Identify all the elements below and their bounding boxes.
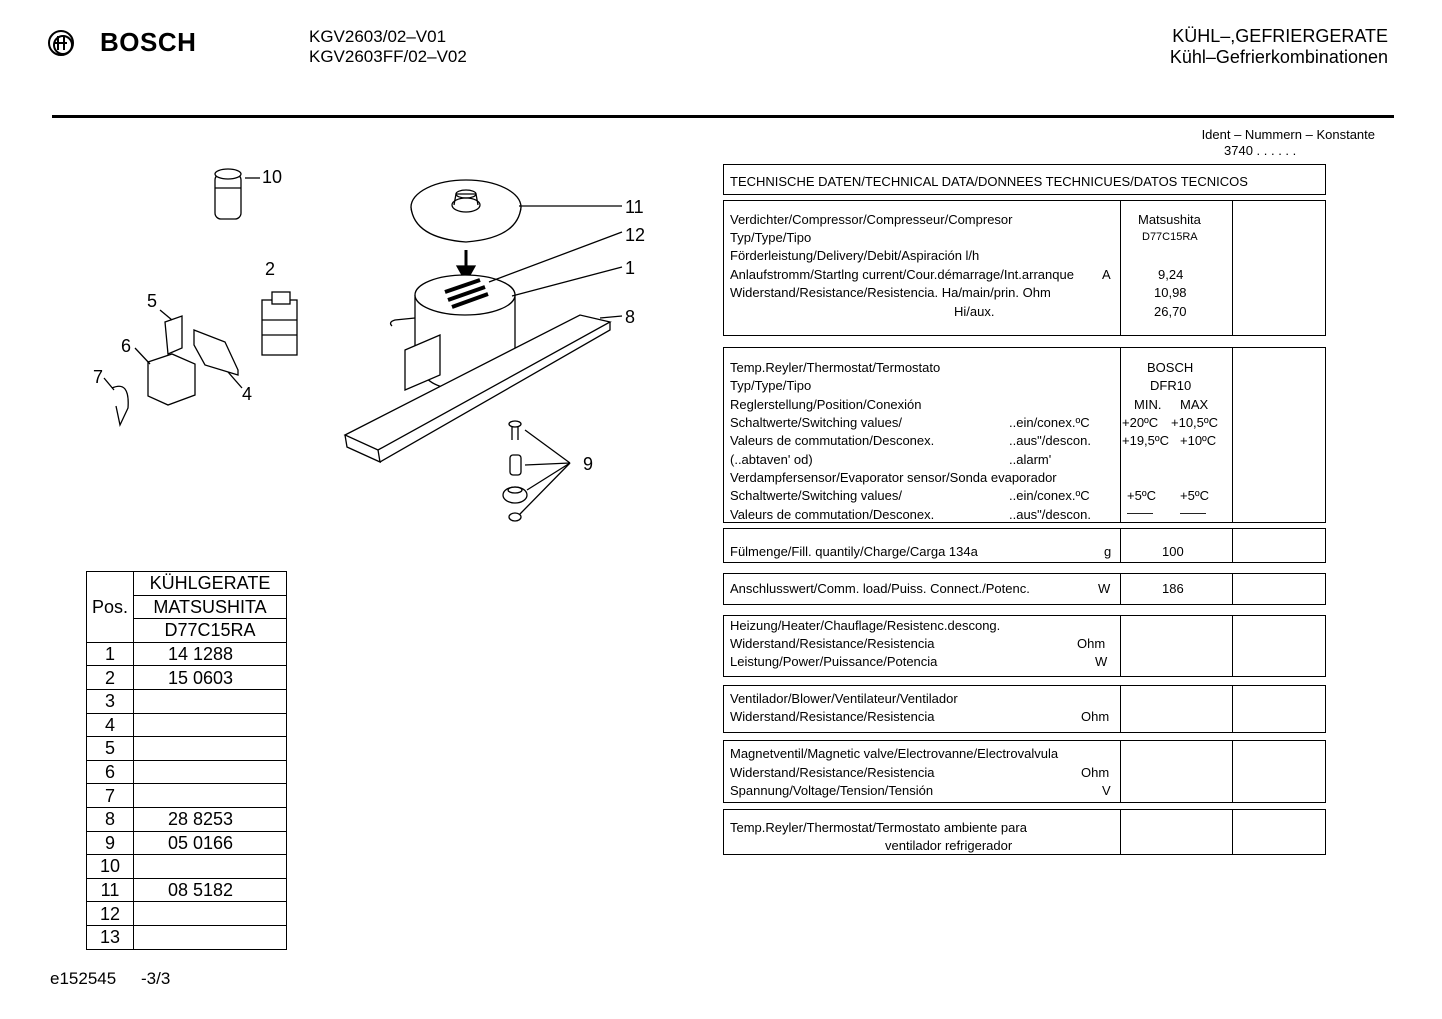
on-min-value: +20ºC bbox=[1122, 415, 1159, 430]
valve-resistance-label: Widerstand/Resistance/Resistencia bbox=[730, 765, 935, 780]
row-value bbox=[134, 737, 287, 761]
blower-label: Ventilador/Blower/Ventilateur/Ventilador bbox=[730, 691, 958, 706]
ambient-thermostat-block bbox=[723, 809, 1326, 855]
bosch-logo-icon bbox=[48, 30, 74, 56]
thermostat-label: Temp.Reyler/Thermostat/Termostato bbox=[730, 360, 941, 375]
tech-title-box bbox=[723, 164, 1326, 195]
callout-7: 7 bbox=[93, 367, 104, 387]
row-value bbox=[134, 689, 287, 713]
resistance-main-value: 10,98 bbox=[1154, 285, 1187, 300]
heater-power-unit: W bbox=[1095, 654, 1108, 669]
heater-block bbox=[723, 615, 1326, 677]
brand-name: BOSCH bbox=[100, 27, 197, 57]
row-pos: 12 bbox=[87, 902, 134, 926]
blower-resistance-label: Widerstand/Resistance/Resistencia bbox=[730, 709, 935, 724]
table-row bbox=[87, 666, 287, 690]
category-subtitle: Kühl–Gefrierkombinationen bbox=[1169, 47, 1388, 67]
callout-8: 8 bbox=[625, 307, 636, 327]
header-divider bbox=[52, 115, 1394, 118]
switching-off-label: Valeurs de commutation/Desconex. bbox=[730, 433, 935, 448]
sensor-off-label: ..aus"/descon. bbox=[1009, 507, 1091, 522]
table-row bbox=[87, 855, 287, 879]
valve-label: Magnetventil/Magnetic valve/Electrovanne/Electrovalvula bbox=[730, 746, 1059, 761]
row-pos: 11 bbox=[87, 878, 134, 902]
document-code: e152545 bbox=[50, 969, 117, 988]
sensor-off-max-value: —— bbox=[1180, 505, 1206, 520]
header-category: KÜHLGERATE bbox=[134, 572, 287, 596]
row-value: 14 1288 bbox=[134, 642, 287, 666]
part-4-cover-drawing bbox=[194, 330, 242, 388]
off-min-value: +19,5ºC bbox=[1122, 433, 1170, 448]
max-label: MAX bbox=[1180, 397, 1209, 412]
evaporator-sensor-label: Verdampfersensor/Evaporator sensor/Sonda evaporador bbox=[730, 470, 1057, 485]
part-2-relay-drawing bbox=[262, 292, 297, 355]
row-pos: 6 bbox=[87, 760, 134, 784]
compressor-block bbox=[723, 200, 1326, 336]
resistance-main-label: Widerstand/Resistance/Resistencia. Ha/main/prin. Ohm bbox=[730, 285, 1051, 300]
valve-voltage-label: Spannung/Voltage/Tension/Tensión bbox=[730, 783, 934, 798]
starting-current-value: 9,24 bbox=[1158, 267, 1184, 282]
ambient-thermostat-sublabel: ventilador refrigerador bbox=[885, 838, 1013, 853]
type-label: Typ/Type/Tipo bbox=[730, 230, 812, 245]
page-number: -3/3 bbox=[141, 969, 171, 988]
starting-current-label: Anlaufstromm/Startlng current/Cour.démarrage/Int.arranque bbox=[730, 267, 1074, 282]
row-value: 08 5182 bbox=[134, 878, 287, 902]
row-value: 05 0166 bbox=[134, 831, 287, 855]
table-row bbox=[87, 831, 287, 855]
row-pos: 8 bbox=[87, 807, 134, 831]
exploded-parts-diagram bbox=[0, 150, 700, 540]
parts-table bbox=[86, 571, 287, 950]
heater-label: Heizung/Heater/Chauflage/Resistenc.descong. bbox=[730, 618, 1001, 633]
heater-power-label: Leistung/Power/Puissance/Potencia bbox=[730, 654, 938, 669]
row-value: 15 0603 bbox=[134, 666, 287, 690]
delivery-label: Förderleistung/Delivery/Debit/Aspiración l/h bbox=[730, 248, 980, 263]
row-value bbox=[134, 855, 287, 879]
row-pos: 13 bbox=[87, 925, 134, 949]
row-value bbox=[134, 713, 287, 737]
ident-value: 3740 . . . . . . bbox=[1224, 143, 1297, 158]
table-row bbox=[87, 807, 287, 831]
thermostat-brand-value: BOSCH bbox=[1147, 360, 1194, 375]
min-label: MIN. bbox=[1134, 397, 1162, 412]
blower-resistance-unit: Ohm bbox=[1081, 709, 1110, 724]
part-9-fasteners-drawing bbox=[503, 421, 570, 521]
pos-header: Pos. bbox=[87, 572, 134, 643]
valve-voltage-unit: V bbox=[1102, 783, 1111, 798]
fill-quantity-label: Fülmenge/Fill. quantily/Charge/Carga 134a bbox=[730, 544, 978, 559]
heater-resistance-label: Widerstand/Resistance/Resistencia bbox=[730, 636, 935, 651]
connected-load-value: 186 bbox=[1162, 581, 1184, 596]
part-6-protector-drawing bbox=[135, 348, 195, 405]
sensor-off-min-value: —— bbox=[1127, 505, 1153, 520]
fill-quantity-unit: g bbox=[1104, 544, 1112, 559]
table-row bbox=[87, 737, 287, 761]
part-11-drawing bbox=[411, 180, 622, 242]
on-max-value: +10,5ºC bbox=[1171, 415, 1219, 430]
row-value bbox=[134, 760, 287, 784]
off-max-value: +10ºC bbox=[1180, 433, 1217, 448]
connected-load-block bbox=[723, 573, 1326, 605]
model-number-1: KGV2603/02–V01 bbox=[309, 27, 447, 46]
connected-load-unit: W bbox=[1098, 581, 1111, 596]
defrost-label: (..abtaven' od) bbox=[730, 452, 813, 467]
row-value bbox=[134, 784, 287, 808]
model-number-2: KGV2603FF/02–V02 bbox=[309, 47, 467, 66]
part-10-drawing bbox=[215, 169, 260, 219]
table-row bbox=[87, 878, 287, 902]
callout-6: 6 bbox=[121, 336, 132, 356]
resistance-aux-label: Hi/aux. bbox=[954, 304, 995, 319]
callout-5: 5 bbox=[147, 291, 158, 311]
magnetic-valve-block bbox=[723, 740, 1326, 803]
off-label: ..aus"/descon. bbox=[1009, 433, 1091, 448]
row-value bbox=[134, 902, 287, 926]
table-row bbox=[87, 925, 287, 949]
resistance-aux-value: 26,70 bbox=[1154, 304, 1187, 319]
row-pos: 10 bbox=[87, 855, 134, 879]
sensor-on-min-value: +5ºC bbox=[1127, 488, 1156, 503]
table-row bbox=[87, 902, 287, 926]
row-value: 28 8253 bbox=[134, 807, 287, 831]
valve-resistance-unit: Ohm bbox=[1081, 765, 1110, 780]
blower-block bbox=[723, 685, 1326, 733]
table-row bbox=[87, 760, 287, 784]
callout-11: 11 bbox=[625, 197, 644, 217]
sensor-on-max-value: +5ºC bbox=[1180, 488, 1209, 503]
ambient-thermostat-label: Temp.Reyler/Thermostat/Termostato ambiente para bbox=[730, 820, 1027, 835]
row-pos: 5 bbox=[87, 737, 134, 761]
compressor-value: Matsushita bbox=[1138, 212, 1201, 227]
row-pos: 2 bbox=[87, 666, 134, 690]
sensor-switching-label: Schaltwerte/Switching values/ bbox=[730, 488, 902, 503]
connected-load-label: Anschlusswert/Comm. load/Puiss. Connect./Potenc. bbox=[730, 581, 1030, 596]
header-manufacturer: MATSUSHITA bbox=[134, 595, 287, 619]
callout-9: 9 bbox=[583, 454, 594, 474]
row-pos: 4 bbox=[87, 713, 134, 737]
table-row bbox=[87, 689, 287, 713]
compressor-label: Verdichter/Compressor/Compresseur/Compresor bbox=[730, 212, 1013, 227]
thermostat-block bbox=[723, 347, 1326, 523]
fill-quantity-block bbox=[723, 528, 1326, 563]
on-label: ..ein/conex.ºC bbox=[1009, 415, 1090, 430]
part-5-clip-drawing bbox=[160, 310, 182, 354]
header-model: D77C15RA bbox=[134, 619, 287, 643]
sensor-on-label: ..ein/conex.ºC bbox=[1009, 488, 1090, 503]
tech-title: TECHNISCHE DATEN/TECHNICAL DATA/DONNEES TECHNICUES/DATOS TECNICOS bbox=[730, 174, 1248, 189]
table-row bbox=[87, 642, 287, 666]
position-label: Reglerstellung/Position/Conexión bbox=[730, 397, 922, 412]
row-pos: 9 bbox=[87, 831, 134, 855]
ident-label: Ident – Nummern – Konstante bbox=[1201, 127, 1375, 142]
table-header-row bbox=[87, 572, 287, 596]
alarm-label: ..alarm' bbox=[1009, 452, 1052, 467]
callout-2: 2 bbox=[265, 259, 276, 279]
fill-quantity-value: 100 bbox=[1162, 544, 1184, 559]
callout-4: 4 bbox=[242, 384, 253, 404]
row-pos: 7 bbox=[87, 784, 134, 808]
thermostat-type-value: DFR10 bbox=[1150, 378, 1192, 393]
table-row bbox=[87, 784, 287, 808]
part-7-wireclip-drawing bbox=[104, 378, 128, 425]
row-pos: 3 bbox=[87, 689, 134, 713]
heater-resistance-unit: Ohm bbox=[1077, 636, 1106, 651]
type-label: Typ/Type/Tipo bbox=[730, 378, 812, 393]
category-title: KÜHL–,GEFRIERGERATE bbox=[1172, 26, 1388, 46]
callout-12: 12 bbox=[625, 225, 646, 245]
callout-1: 1 bbox=[625, 258, 636, 278]
callout-10: 10 bbox=[262, 167, 283, 187]
row-value bbox=[134, 925, 287, 949]
sensor-off-desc-label: Valeurs de commutation/Desconex. bbox=[730, 507, 935, 522]
table-row bbox=[87, 713, 287, 737]
starting-current-unit: A bbox=[1102, 267, 1111, 282]
row-pos: 1 bbox=[87, 642, 134, 666]
type-value: D77C15RA bbox=[1142, 231, 1198, 243]
switching-values-label: Schaltwerte/Switching values/ bbox=[730, 415, 902, 430]
